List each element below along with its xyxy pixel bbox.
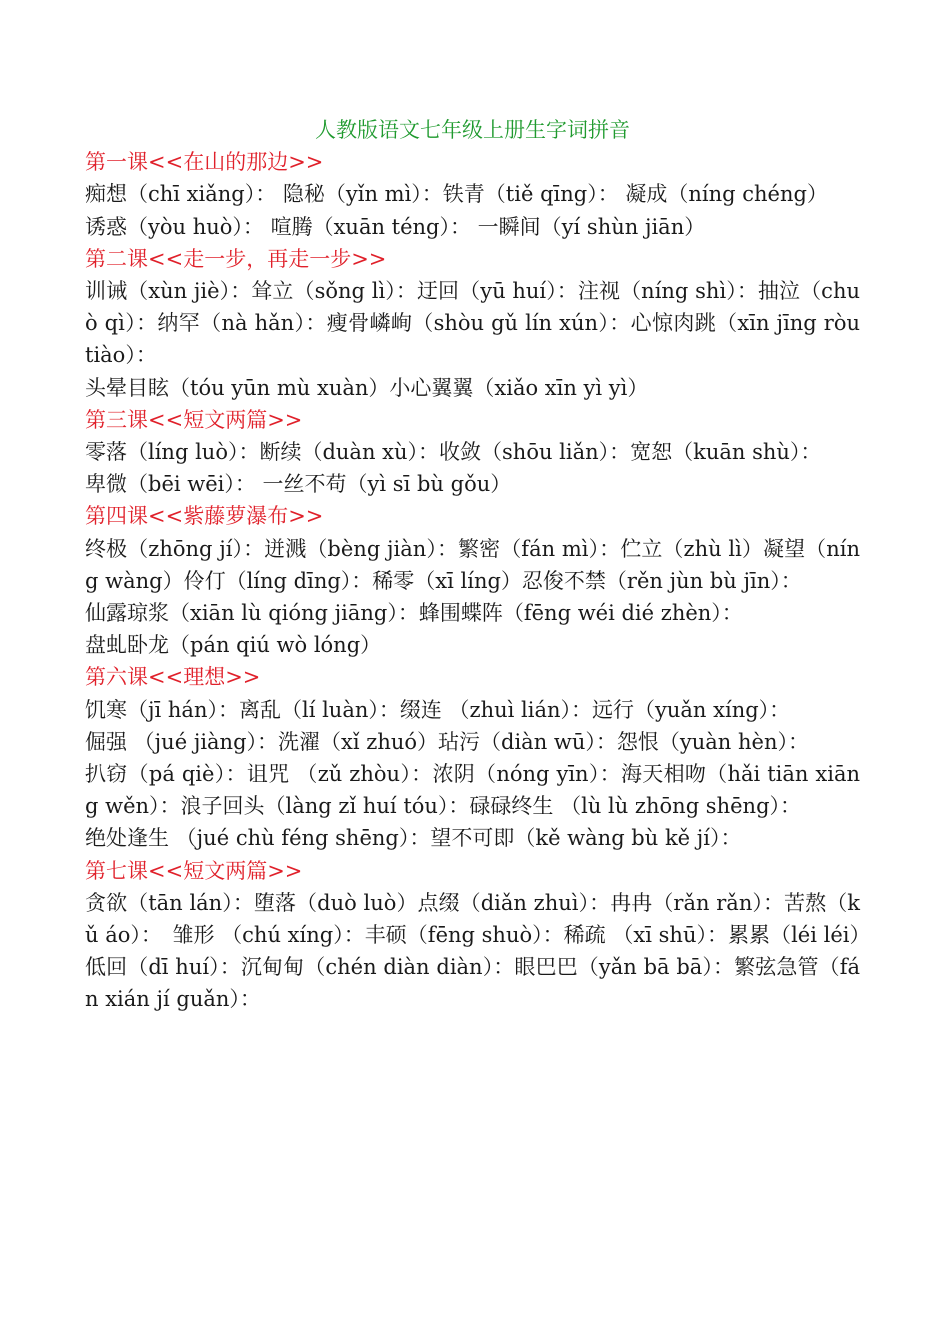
lesson-heading: 第四课<<紫藤萝瀑布>> <box>85 504 324 529</box>
lesson-6 <box>85 661 860 854</box>
vocab-paragraph: 诱惑（yòu huò）： 喧腾（xuān téng）： 一瞬间（yí shùn jiān） <box>85 214 706 239</box>
vocab-paragraph: 饥寒（jī hán）：离乱（lí luàn）：缀连 （zhuì lián）：远行（yuǎn xíng）： <box>85 697 791 722</box>
document-page <box>85 114 860 1016</box>
lesson-heading: 第七课<<短文两篇>> <box>85 858 303 883</box>
lesson-heading: 第一课<<在山的那边>> <box>85 150 324 175</box>
vocab-paragraph: 贪欲（tān lán）：堕落（duò luò）点缀（diǎn zhuì）：冉冉（rǎn rǎn）：苦熬（kǔ áo）： 雏形 （chú xíng）：丰硕（fēng shuò）：稀疏 （xī shū）：累累（léi léi）低回（dī huí）：沉甸甸（chén diàn diàn）：眼巴巴（yǎn bā bā）：繁弦急管（fán xián jí guǎn）： <box>85 890 860 1012</box>
vocab-paragraph: 扒窃（pá qiè）：诅咒 （zǔ zhòu）：浓阴（nóng yīn）：海天相吻（hǎi tiān xiāng wěn）：浪子回头（làng zǐ huí tóu）：碌碌终生 （lù lù zhōng shēng）： <box>85 762 860 819</box>
lesson-4 <box>85 500 860 661</box>
vocab-paragraph: 训诫（xùn jiè）：耸立（sǒng lì）：迂回（yū huí）：注视（níng shì）：抽泣（chuò qì）：纳罕（nà hǎn）：瘦骨嶙峋（shòu gǔ lín xún）：心惊肉跳（xīn jīng ròu tiào）： <box>85 279 860 368</box>
lesson-2 <box>85 243 860 404</box>
vocab-paragraph: 倔强 （jué jiàng）：洗濯（xǐ zhuó）玷污（diàn wū）：怨恨（yuàn hèn）： <box>85 729 809 754</box>
lesson-7 <box>85 855 860 1016</box>
vocab-paragraph: 盘虬卧龙（pán qiú wò lóng） <box>85 633 382 658</box>
vocab-paragraph: 头晕目眩（tóu yūn mù xuàn）小心翼翼（xiǎo xīn yì yì） <box>85 375 649 400</box>
lesson-1 <box>85 146 860 243</box>
vocab-paragraph: 零落（líng luò）：断续（duàn xù）：收敛（shōu liǎn）：宽恕（kuān shù）： <box>85 440 822 465</box>
document-title: 人教版语文七年级上册生字词拼音 <box>315 118 630 142</box>
lesson-3 <box>85 404 860 501</box>
vocab-paragraph: 终极（zhōng jí）：迸溅（bèng jiàn）：繁密（fán mì）：伫立（zhù lì）凝望（níng wàng）伶仃（líng dīng）：稀零（xī líng）忍俊不禁（rěn jùn bù jīn）： <box>85 536 860 593</box>
vocab-paragraph: 仙露琼浆（xiān lù qióng jiāng）：蜂围蝶阵（fēng wéi dié zhèn）： <box>85 601 743 626</box>
vocab-paragraph: 卑微（bēi wēi）： 一丝不苟（yì sī bù gǒu） <box>85 472 512 497</box>
vocab-paragraph: 绝处逢生 （jué chù féng shēng）：望不可即（kě wàng bù kě jí）： <box>85 826 742 851</box>
lesson-heading: 第二课<<走一步，再走一步>> <box>85 246 387 271</box>
lesson-heading: 第三课<<短文两篇>> <box>85 407 303 432</box>
vocab-paragraph: 痴想（chī xiǎng）： 隐秘（yǐn mì）：铁青（tiě qīng）： 凝成（níng chéng） <box>85 182 828 207</box>
lesson-heading: 第六课<<理想>> <box>85 665 261 690</box>
